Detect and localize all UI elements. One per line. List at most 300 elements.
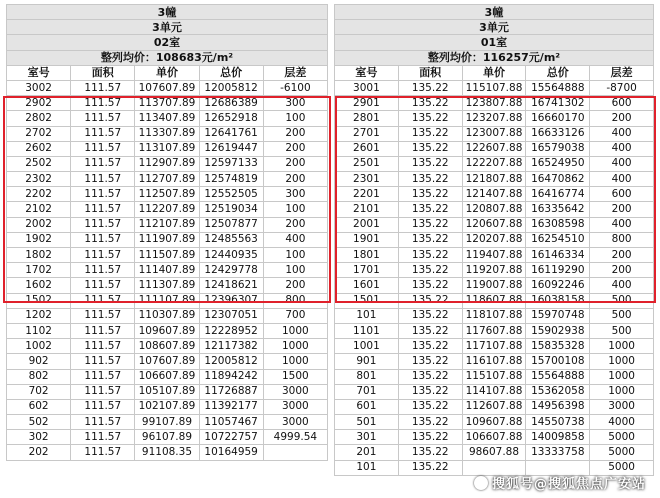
table-cell: 10164959 [199,445,263,460]
table-cell: 14956398 [526,399,590,414]
table-cell: 96107.89 [135,430,199,445]
table-cell: 112107.89 [135,217,199,232]
table-cell: 1502 [7,293,71,308]
table-cell: 201 [335,445,399,460]
table-cell: 200 [590,263,654,278]
table-cell: 501 [335,415,399,430]
table-cell: 200 [590,111,654,126]
table-cell: 100 [263,248,327,263]
table-row [335,278,654,293]
right-price-table [334,4,654,476]
table-cell: 135.22 [398,415,462,430]
table-cell: 111.57 [71,96,135,111]
unit-title: 3单元 [7,20,328,35]
table-cell: 122207.88 [462,156,526,171]
table-cell: 1102 [7,323,71,338]
table-cell: 2501 [335,156,399,171]
column-header: 单价 [462,65,526,80]
table-cell: 3000 [263,415,327,430]
table-row [7,111,328,126]
table-cell: 113407.89 [135,111,199,126]
table-cell: 101 [335,460,399,475]
average-price: 整列均价：108683元/m² [7,50,328,65]
table-cell: 115107.88 [462,369,526,384]
table-cell: 12307051 [199,308,263,323]
table-cell: 16335642 [526,202,590,217]
table-cell: 99107.89 [135,415,199,430]
table-cell: 135.22 [398,308,462,323]
watermark [474,473,646,492]
table-row [7,415,328,430]
table-row [7,202,328,217]
table-row [335,111,654,126]
table-cell: 135.22 [398,460,462,475]
table-row [7,232,328,247]
table-cell: 400 [590,278,654,293]
column-header: 总价 [526,65,590,80]
column-header: 层差 [590,65,654,80]
table-row [335,293,654,308]
table-cell: 135.22 [398,232,462,247]
table-cell: 16416774 [526,187,590,202]
table-row [7,156,328,171]
table-cell: 600 [590,187,654,202]
sohu-logo-icon [474,476,488,490]
room-title: 02室 [7,35,328,50]
table-cell: 98607.88 [462,445,526,460]
table-cell: 1000 [590,354,654,369]
table-cell: 2101 [335,202,399,217]
table-cell: 11726887 [199,384,263,399]
table-cell: 112907.89 [135,156,199,171]
table-cell: 3000 [263,399,327,414]
table-cell: 111.57 [71,172,135,187]
column-header: 面积 [71,65,135,80]
table-cell: 3000 [263,384,327,399]
table-cell: 2901 [335,96,399,111]
table-cell: 116107.88 [462,354,526,369]
column-header: 面积 [398,65,462,80]
table-cell: 301 [335,430,399,445]
table-row [335,263,654,278]
table-cell: 111.57 [71,354,135,369]
table-cell: 302 [7,430,71,445]
table-cell: 3002 [7,80,71,95]
table-cell: 5000 [590,460,654,475]
table-row [335,232,654,247]
table-row [7,323,328,338]
table-cell: 1000 [590,339,654,354]
table-cell: 102107.89 [135,399,199,414]
table-cell: 12519034 [199,202,263,217]
table-cell [263,445,327,460]
table-cell: 1000 [263,339,327,354]
table-cell: 16119290 [526,263,590,278]
table-cell: 400 [590,141,654,156]
table-cell: 400 [590,126,654,141]
table-cell: 111.57 [71,126,135,141]
table-cell: 121407.88 [462,187,526,202]
table-cell: 12574819 [199,172,263,187]
table-cell: 12507877 [199,217,263,232]
column-header: 层差 [263,65,327,80]
table-cell: 111.57 [71,339,135,354]
table-cell: 16741302 [526,96,590,111]
table-cell: 2202 [7,187,71,202]
table-row [7,339,328,354]
table-cell: 200 [263,141,327,156]
table-cell: 120807.88 [462,202,526,217]
table-cell: 109607.88 [462,415,526,430]
table-cell: 135.22 [398,369,462,384]
table-cell: 802 [7,369,71,384]
table-cell: 117107.88 [462,339,526,354]
table-cell: 800 [590,232,654,247]
table-cell: 117607.88 [462,323,526,338]
table-cell: 1202 [7,308,71,323]
table-cell: 135.22 [398,111,462,126]
table-cell: 111507.89 [135,248,199,263]
table-cell: 111407.89 [135,263,199,278]
table-cell: 16092246 [526,278,590,293]
table-cell: 135.22 [398,278,462,293]
table-cell: 111307.89 [135,278,199,293]
table-cell: 12641761 [199,126,263,141]
table-row [335,430,654,445]
table-row [7,384,328,399]
table-cell: 2302 [7,172,71,187]
table-cell: 1001 [335,339,399,354]
table-cell: 105107.89 [135,384,199,399]
table-cell: 400 [590,172,654,187]
table-cell: 1000 [590,384,654,399]
table-cell: 111.57 [71,278,135,293]
table-row [335,445,654,460]
table-row [335,96,654,111]
table-cell: 15362058 [526,384,590,399]
table-cell: 123807.88 [462,96,526,111]
table-cell: 1000 [263,323,327,338]
table-cell: 107607.89 [135,80,199,95]
table-cell: 112607.88 [462,399,526,414]
table-row [335,172,654,187]
table-cell: 13333758 [526,445,590,460]
column-header: 单价 [135,65,199,80]
table-cell: 123207.88 [462,111,526,126]
table-cell: 15902938 [526,323,590,338]
table-cell: 91108.35 [135,445,199,460]
table-cell: 12597133 [199,156,263,171]
table-cell: 1500 [263,369,327,384]
table-cell: 500 [590,293,654,308]
table-cell: 120607.88 [462,217,526,232]
table-cell: 901 [335,354,399,369]
table-cell: 1701 [335,263,399,278]
table-cell: 602 [7,399,71,414]
table-cell: 300 [263,96,327,111]
table-row [335,141,654,156]
table-cell: 902 [7,354,71,369]
table-cell: 1002 [7,339,71,354]
table-cell: 2002 [7,217,71,232]
table-cell: 135.22 [398,202,462,217]
table-cell: 100 [263,202,327,217]
table-row [7,430,328,445]
table-cell: 107607.89 [135,354,199,369]
table-cell: 135.22 [398,339,462,354]
table-row [7,80,328,95]
table-row [7,217,328,232]
table-cell: 135.22 [398,217,462,232]
table-cell: 400 [590,156,654,171]
left-price-table [6,4,328,461]
table-row [7,369,328,384]
average-price: 整列均价：116257元/m² [335,50,654,65]
table-cell: 121807.88 [462,172,526,187]
table-cell: 111.57 [71,217,135,232]
table-cell: 3001 [335,80,399,95]
table-row [7,354,328,369]
table-cell: 12686389 [199,96,263,111]
table-cell: 12429778 [199,263,263,278]
table-cell: 111.57 [71,80,135,95]
right-table-body [335,5,654,476]
table-cell: 111.57 [71,323,135,338]
table-row [335,217,654,232]
table-cell: 700 [263,308,327,323]
table-cell: 1902 [7,232,71,247]
table-cell: 111907.89 [135,232,199,247]
building-title: 3幢 [335,5,654,20]
table-cell: 11057467 [199,415,263,430]
table-cell: 12619447 [199,141,263,156]
table-row [7,248,328,263]
table-cell: 16308598 [526,217,590,232]
table-cell: 10722757 [199,430,263,445]
table-cell: 112707.89 [135,172,199,187]
table-cell: 1000 [590,369,654,384]
table-cell: 1602 [7,278,71,293]
table-row [7,445,328,460]
table-cell: 11392177 [199,399,263,414]
table-row [7,96,328,111]
table-cell: 12485563 [199,232,263,247]
table-cell: 200 [590,202,654,217]
table-cell: 2902 [7,96,71,111]
table-cell: 135.22 [398,248,462,263]
table-cell: 135.22 [398,80,462,95]
table-cell: 111.57 [71,308,135,323]
table-cell: 202 [7,445,71,460]
table-cell: 200 [263,278,327,293]
table-cell: 1801 [335,248,399,263]
table-cell: 111.57 [71,415,135,430]
table-cell: 5000 [590,430,654,445]
table-cell: 120207.88 [462,232,526,247]
table-cell: 111.57 [71,187,135,202]
table-row [7,308,328,323]
table-cell: -6100 [263,80,327,95]
table-cell: 135.22 [398,187,462,202]
table-cell: 115107.88 [462,80,526,95]
table-cell: 601 [335,399,399,414]
table-cell: 1702 [7,263,71,278]
table-row [335,248,654,263]
table-cell: 12396307 [199,293,263,308]
table-cell: 16524950 [526,156,590,171]
table-cell: 2201 [335,187,399,202]
table-cell: 111.57 [71,141,135,156]
table-cell: 1501 [335,293,399,308]
table-cell: 119207.88 [462,263,526,278]
table-cell: 200 [263,172,327,187]
table-cell: 111.57 [71,369,135,384]
table-cell: 2301 [335,172,399,187]
table-cell: 600 [590,96,654,111]
table-cell: 300 [263,187,327,202]
table-cell: 2502 [7,156,71,171]
table-cell: 111.57 [71,384,135,399]
table-row [7,141,328,156]
table-cell: 14009858 [526,430,590,445]
table-row [335,202,654,217]
table-cell: 14550738 [526,415,590,430]
table-cell: 2001 [335,217,399,232]
table-row [335,354,654,369]
table-cell: 1901 [335,232,399,247]
building-title: 3幢 [7,5,328,20]
table-cell: 113707.89 [135,96,199,111]
table-cell: 16660170 [526,111,590,126]
table-cell: 111.57 [71,263,135,278]
table-cell: 2602 [7,141,71,156]
table-cell: 135.22 [398,445,462,460]
table-cell: 4999.54 [263,430,327,445]
table-row [7,187,328,202]
table-cell: 123007.88 [462,126,526,141]
table-cell: 106607.88 [462,430,526,445]
column-header: 室号 [7,65,71,80]
table-cell: 100 [263,263,327,278]
table-cell: 200 [263,217,327,232]
table-cell: 701 [335,384,399,399]
column-header: 室号 [335,65,399,80]
table-cell: 16038158 [526,293,590,308]
table-row [7,263,328,278]
table-cell: 101 [335,308,399,323]
table-cell: 16470862 [526,172,590,187]
table-cell: 135.22 [398,430,462,445]
table-cell: 108607.89 [135,339,199,354]
table-cell: 4000 [590,415,654,430]
table-cell: 3000 [590,399,654,414]
table-cell: 5000 [590,445,654,460]
table-cell: 502 [7,415,71,430]
table-cell: 135.22 [398,323,462,338]
table-row [335,415,654,430]
table-cell: 2601 [335,141,399,156]
table-cell: 1802 [7,248,71,263]
table-row [7,278,328,293]
table-row [7,172,328,187]
table-cell: 106607.89 [135,369,199,384]
table-cell: 400 [590,217,654,232]
table-cell: 702 [7,384,71,399]
table-cell: 122607.88 [462,141,526,156]
table-cell: 118107.88 [462,308,526,323]
table-row [335,156,654,171]
table-cell: 15835328 [526,339,590,354]
table-cell: 500 [590,323,654,338]
table-cell: 15564888 [526,369,590,384]
table-cell: 1101 [335,323,399,338]
table-row [335,187,654,202]
table-cell: 113107.89 [135,141,199,156]
table-cell: 135.22 [398,156,462,171]
table-row [335,308,654,323]
table-cell: 1000 [263,354,327,369]
table-cell: 2802 [7,111,71,126]
table-cell: 112207.89 [135,202,199,217]
table-cell: 200 [590,248,654,263]
table-cell: 16633126 [526,126,590,141]
table-cell: 135.22 [398,172,462,187]
table-cell: 112507.89 [135,187,199,202]
table-cell: 400 [263,232,327,247]
table-cell: 135.22 [398,384,462,399]
table-cell: 500 [590,308,654,323]
table-cell: 111.57 [71,248,135,263]
table-cell: 12005812 [199,80,263,95]
table-cell: 1601 [335,278,399,293]
table-cell: 135.22 [398,293,462,308]
table-cell: 800 [263,293,327,308]
table-row [335,369,654,384]
table-row [335,339,654,354]
table-cell: 16254510 [526,232,590,247]
table-cell: 12005812 [199,354,263,369]
table-row [335,80,654,95]
table-cell: 11894242 [199,369,263,384]
table-cell: 111.57 [71,111,135,126]
table-cell: 135.22 [398,354,462,369]
table-cell: 111.57 [71,232,135,247]
table-cell: 2801 [335,111,399,126]
table-cell: 200 [263,126,327,141]
unit-title: 3单元 [335,20,654,35]
table-cell: 200 [263,156,327,171]
table-row [335,399,654,414]
table-cell: 111.57 [71,293,135,308]
table-cell: 12440935 [199,248,263,263]
table-cell: 111.57 [71,445,135,460]
table-cell: 135.22 [398,126,462,141]
table-cell: 111.57 [71,202,135,217]
table-cell: 135.22 [398,141,462,156]
table-cell: 16579038 [526,141,590,156]
table-cell: 135.22 [398,399,462,414]
table-cell: 15970748 [526,308,590,323]
table-cell: 119007.88 [462,278,526,293]
table-row [335,323,654,338]
table-cell: -8700 [590,80,654,95]
table-cell: 801 [335,369,399,384]
table-cell: 113307.89 [135,126,199,141]
table-cell: 111.57 [71,399,135,414]
table-row [7,126,328,141]
table-cell: 135.22 [398,263,462,278]
table-cell: 12652918 [199,111,263,126]
